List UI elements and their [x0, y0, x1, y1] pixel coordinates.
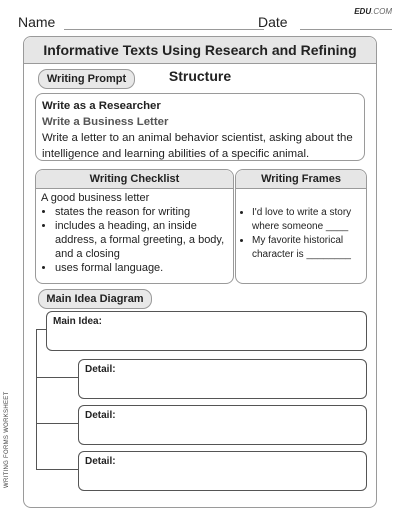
frames-header: Writing Frames	[236, 170, 366, 189]
prompt-line1: Write as a Researcher	[42, 100, 161, 112]
checklist-item: • uses formal language.	[55, 261, 233, 275]
frame-item: • I'd love to write a story where someone ____	[252, 206, 362, 234]
worksheet-panel	[23, 36, 377, 508]
connector-line	[36, 469, 78, 470]
page-title: Informative Texts Using Research and Refining Structure	[24, 37, 376, 64]
name-line[interactable]	[64, 29, 264, 30]
detail-box[interactable]: Detail:	[78, 451, 367, 491]
connector-line	[36, 329, 46, 330]
checklist-content	[41, 191, 233, 275]
name-label: Name	[18, 14, 56, 30]
checklist-item: • includes a heading, an inside address, a formal greeting, a body, and a closing	[55, 219, 233, 261]
side-label: WRITING FORMS WORKSHEET	[4, 391, 10, 488]
main-idea-box[interactable]: Main Idea:	[46, 311, 367, 351]
date-line[interactable]	[300, 29, 392, 30]
writing-prompt-label: Writing Prompt	[38, 69, 135, 89]
name-date-row	[18, 14, 392, 34]
main-idea-diagram-label: Main Idea Diagram	[38, 289, 152, 309]
prompt-line2: Write a Business Letter	[42, 116, 169, 128]
checklist-item: • states the reason for writing	[55, 205, 233, 219]
writing-frames-box	[235, 169, 367, 284]
detail-box[interactable]: Detail:	[78, 359, 367, 399]
detail-box[interactable]: Detail:	[78, 405, 367, 445]
writing-prompt-box	[35, 93, 365, 161]
checklist-intro: A good business letter	[41, 192, 150, 204]
prompt-body: Write a letter to an animal behavior scientist, asking about the intelligence and learning abilities of a specific animal.	[42, 132, 353, 160]
connector-line	[36, 423, 78, 424]
writing-checklist-box	[35, 169, 234, 284]
brand-logo: EDU.COM	[354, 7, 392, 16]
date-label: Date	[258, 14, 288, 30]
connector-line	[36, 377, 78, 378]
connector-line	[36, 329, 37, 469]
frame-item: • My favorite historical character is ________	[252, 234, 362, 262]
checklist-header: Writing Checklist	[36, 170, 233, 189]
